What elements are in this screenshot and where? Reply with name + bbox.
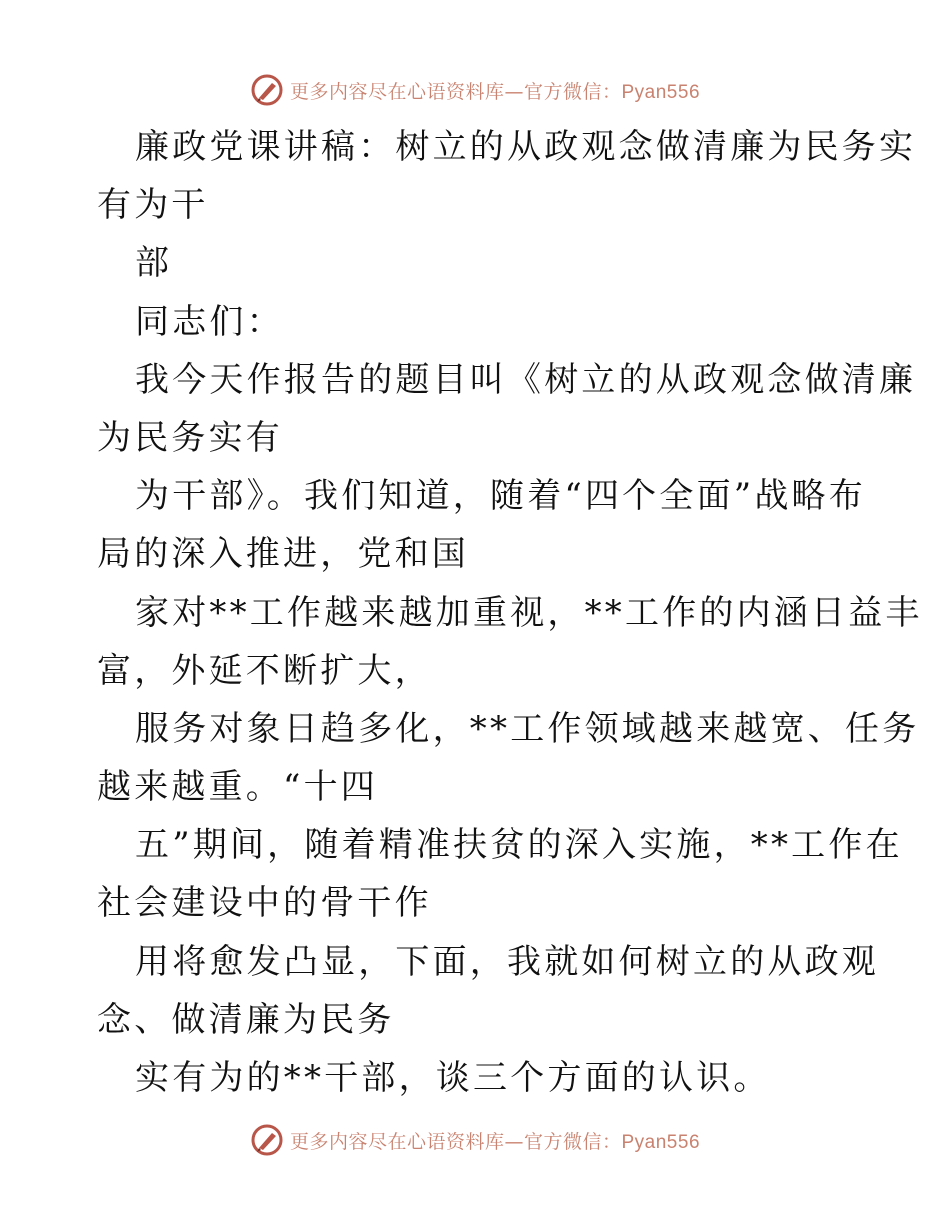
text-line: 越来越重。“十四: [97, 767, 378, 808]
text-line: 为民务实有: [97, 417, 283, 458]
pen-logo-icon: [250, 1123, 284, 1157]
footer-banner: [0, 1120, 950, 1160]
text-line: 用将愈发凸显，下面，我就如何树立的从政观: [135, 941, 879, 982]
text-line: 实有为的**干部，谈三个方面的认识。: [135, 1058, 771, 1098]
text-line: 服务对象日趋多化，**工作领域越来越宽、任务: [135, 708, 920, 749]
text-line: 五”期间，随着精准扶贫的深入实施，**工作在: [135, 825, 903, 866]
text-line: 富，外延不断扩大，: [97, 650, 432, 691]
pen-logo-icon: [250, 73, 284, 107]
text-line: 有为干: [97, 185, 209, 226]
text-line: 我今天作报告的题目叫《树立的从政观念做清廉: [135, 359, 917, 400]
banner-text: [290, 77, 700, 104]
banner-text: [290, 1127, 700, 1154]
text-line: 同志们：: [135, 301, 284, 342]
text-line: 局的深入推进，党和国: [97, 534, 469, 575]
text-line: 念、做清廉为民务: [97, 999, 395, 1040]
text-line: 廉政党课讲稿：树立的从政观念做清廉为民务实: [135, 127, 917, 167]
text-line: 为干部》。我们知道，随着“四个全面”战略布: [135, 476, 866, 517]
banner-slogan: 更多内容尽在心语资料库—官方微信：: [289, 80, 622, 103]
text-line: 部: [135, 243, 173, 284]
header-banner: [0, 70, 950, 110]
document-body: [97, 118, 923, 1107]
text-line: 社会建设中的骨干作: [97, 883, 432, 924]
banner-wechat: Pyan556: [621, 81, 701, 103]
banner-slogan: 更多内容尽在心语资料库—官方微信：: [289, 1130, 622, 1153]
banner-wechat: Pyan556: [621, 1131, 701, 1153]
text-line: 家对**工作越来越加重视，**工作的内涵日益丰: [135, 592, 923, 633]
